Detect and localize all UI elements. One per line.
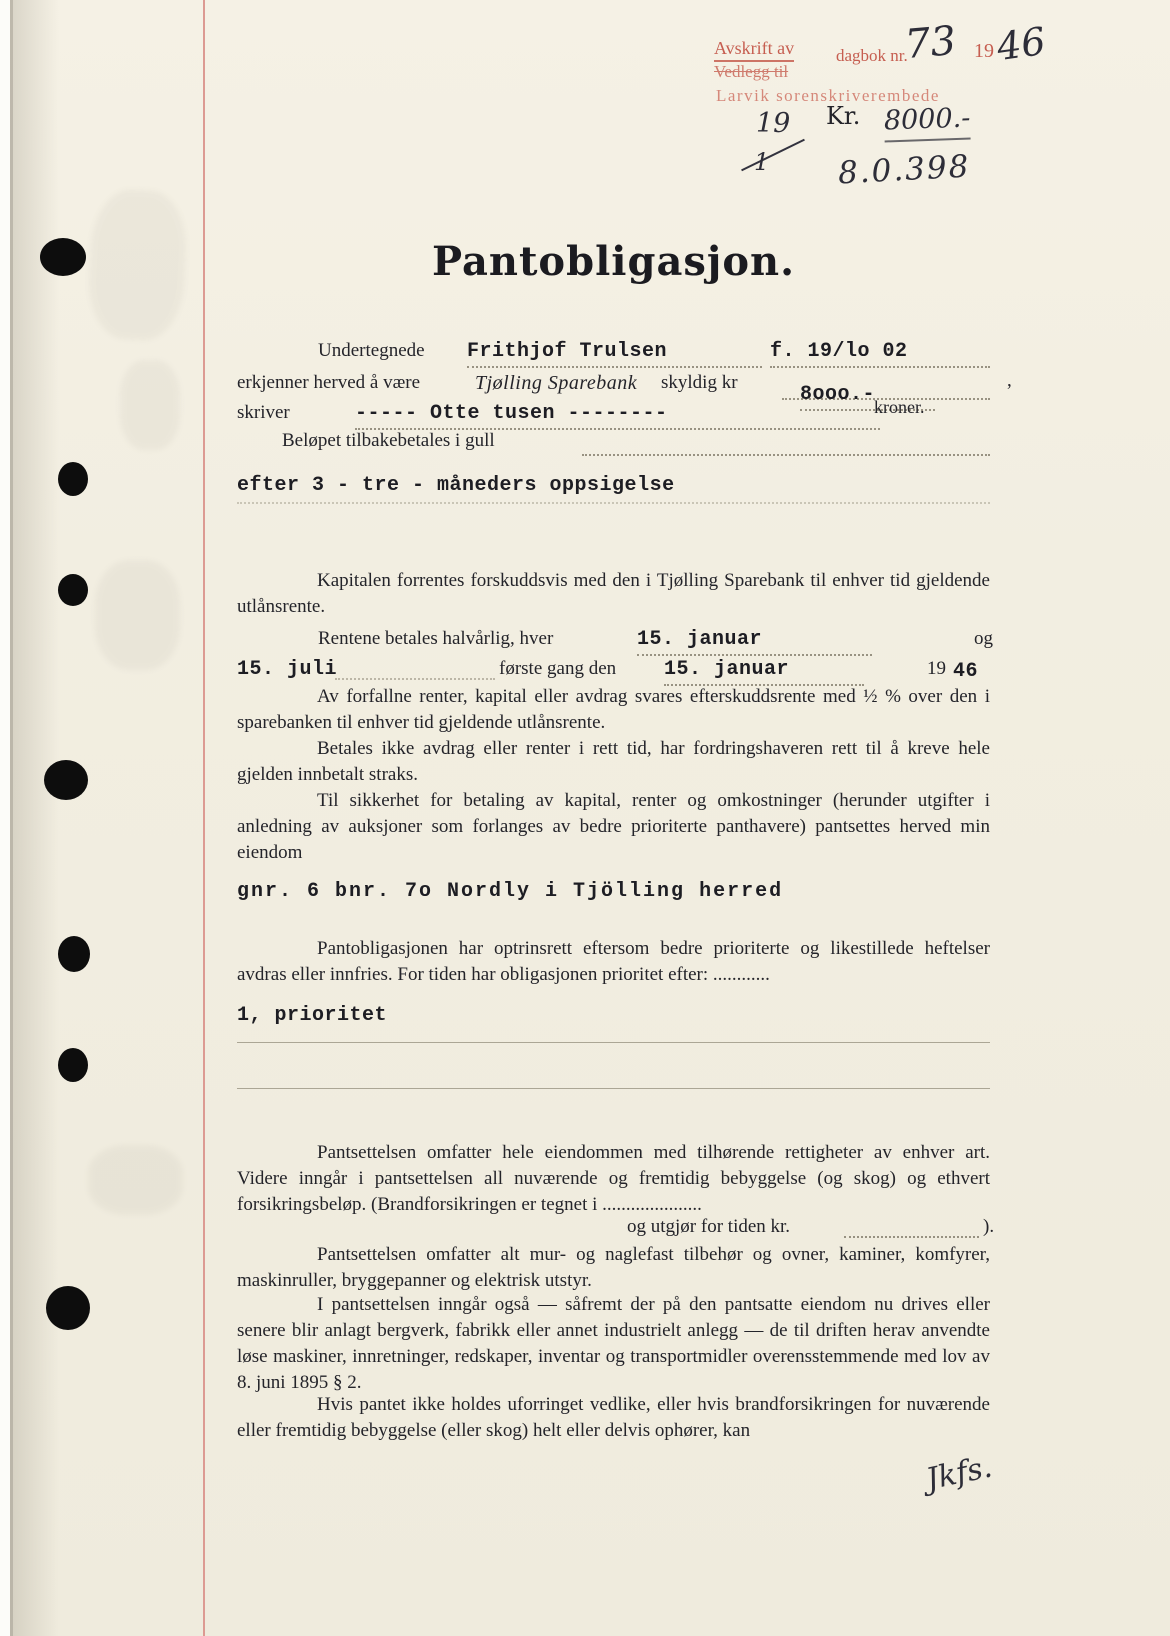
journal-date — [748, 108, 818, 178]
gull-row — [237, 430, 990, 464]
para-scope-1: Pantsettelsen omfatter hele eiendommen med tilhørende rettigheter av enhver art. Videre inngår i pantsettelsen all nuværende og fremtidig bebyggelse (og skog) og ethvert forsikringsbeløp. (Brandforsikringen er tegnet i ..................... — [237, 1142, 990, 1215]
property-field: gnr. 6 bnr. 7o Nordly i Tjölling herred — [237, 880, 784, 903]
page-edge — [0, 0, 10, 1636]
notice-row — [237, 474, 990, 508]
debtor-row — [237, 340, 990, 374]
para-penalty: Av forfallne renter, kapital eller avdrag svares efterskuddsrente med ½ % over den i sparebanken til enhver tid gjeldende utlånsrente. — [237, 686, 990, 733]
office-stamp: Larvik sorenskriverembede — [716, 86, 940, 105]
form-rule-line — [237, 1042, 990, 1043]
para-scope-2: Pantsettelsen omfatter alt mur- og naglefast tilbehør og ovner, kaminer, komfyrer, maskinruller, bryggepanner og elektrisk utstyr. — [237, 1244, 990, 1291]
amount-value-handwritten: 8000.- — [883, 103, 971, 143]
punch-hole — [46, 1286, 90, 1330]
para-interest: Kapitalen forrentes forskuddsvis med den i Tjølling Sparebank til enhver tid gjeldende utlånsrente. — [237, 570, 990, 617]
stamp-dagbok-label: dagbok nr. — [836, 46, 908, 65]
rentene-label: Rentene betales halvårlig, hver — [318, 628, 554, 649]
first-due-field: 15. januar — [664, 658, 864, 686]
erkjenner-label: erkjenner herved å være — [237, 372, 421, 393]
document-title: Pantobligasjon. — [431, 238, 796, 285]
skyldig-label: skyldig kr — [661, 372, 738, 393]
gull-label: Beløpet tilbakebetales i gull — [282, 430, 495, 451]
amount-label: Kr. — [826, 102, 861, 130]
insurance-close: ). — [983, 1216, 995, 1237]
kroner-label: kroner. — [874, 397, 925, 417]
year-handwritten: 46 — [994, 18, 1049, 70]
date-month: 1 — [754, 148, 770, 176]
term1-field: 15. januar — [637, 628, 872, 656]
reference-number-handwritten: 8.0.398 — [837, 148, 972, 192]
fill-dotline — [335, 678, 495, 680]
forste-gang-label: første gang den — [499, 658, 617, 679]
fill-dotline — [237, 502, 990, 504]
year-printed-label: 19 — [927, 658, 946, 679]
term2-field: 15. juli — [237, 658, 338, 681]
clerk-initials-handwritten: Jkfs. — [923, 1449, 996, 1498]
stamp-vedlegg-til: Vedlegg til — [714, 62, 789, 81]
creditor-name-field: Tjølling Sparebank — [475, 372, 638, 394]
undertegnede-label: Undertegnede — [318, 340, 425, 361]
year-typed-field: 46 — [953, 660, 979, 683]
priority-field: 1, prioritet — [237, 1004, 388, 1027]
ink-bleed — [120, 360, 180, 450]
ink-bleed — [95, 560, 180, 670]
para-default: Betales ikke avdrag eller renter i rett tid, har fordringshaveren rett til å kreve hele gjelden innbetalt straks. — [237, 738, 990, 785]
punch-hole — [58, 462, 88, 496]
interest-dates-row-2 — [237, 658, 990, 686]
insurance-label: og utgjør for tiden kr. — [627, 1216, 791, 1237]
ink-bleed — [88, 1145, 183, 1215]
para-maintenance: Hvis pantet ikke holdes uforringet vedlike, eller hvis brandforsikringen for nuværende eller fremtidig bebyggelse (eller skog) helt eller delvis ophører, kan — [237, 1394, 990, 1441]
para-priority: Pantobligasjonen har optrinsrett eftersom bedre prioriterte og likestillede heftelser avdras eller innfries. For tiden har obligasjonen prioritet efter: ............ — [237, 938, 990, 985]
punch-hole — [40, 238, 86, 276]
punch-hole — [58, 574, 88, 606]
stamp-avskrift-av: Avskrift av — [714, 38, 794, 62]
trailing-comma: , — [1007, 370, 1012, 391]
year-printed: 19 — [974, 40, 994, 62]
punch-hole — [44, 760, 88, 800]
form-rule-line — [237, 1088, 990, 1089]
insurance-row — [237, 1216, 995, 1244]
interest-dates-row-1 — [237, 628, 993, 656]
notice-field: efter 3 - tre - måneders oppsigelse — [237, 474, 675, 497]
fill-dotline — [844, 1236, 979, 1238]
para-security: Til sikkerhet for betaling av kapital, renter og omkostninger (herunder utgifter i anledning av auksjoner som forlanges av bedre prioriterte panthavere) pantsettes herved min eiendom — [237, 790, 990, 863]
para-scope-3: I pantsettelsen inngår også — såfremt der på den pantsatte eiendom nu drives eller senere blir anlagt bergverk, fabrikk eller annet industrielt anlegg — de til driften herav anvendte løse maskiner, innretninger, redskaper, inventar og transportmidler overensstemmende med lov av 8. juni 1895 § 2. — [237, 1294, 990, 1393]
date-fraction-slash — [741, 139, 805, 171]
og-label: og — [974, 628, 993, 649]
fill-dotline — [582, 454, 990, 456]
amount-typed-field: 8ooo.- — [800, 383, 935, 411]
punch-hole — [58, 1048, 88, 1082]
skriver-label: skriver — [237, 402, 290, 423]
debtor-name-field: Frithjof Trulsen — [467, 340, 762, 368]
amount-words-field: ----- Otte tusen -------- — [355, 402, 880, 430]
date-day: 19 — [756, 108, 791, 139]
punch-hole — [58, 936, 90, 972]
red-margin-line — [203, 0, 205, 1636]
birth-date-field: f. 19/lo 02 — [770, 340, 990, 368]
dagbok-number-handwritten: 73 — [903, 17, 958, 69]
ink-bleed — [86, 188, 189, 343]
